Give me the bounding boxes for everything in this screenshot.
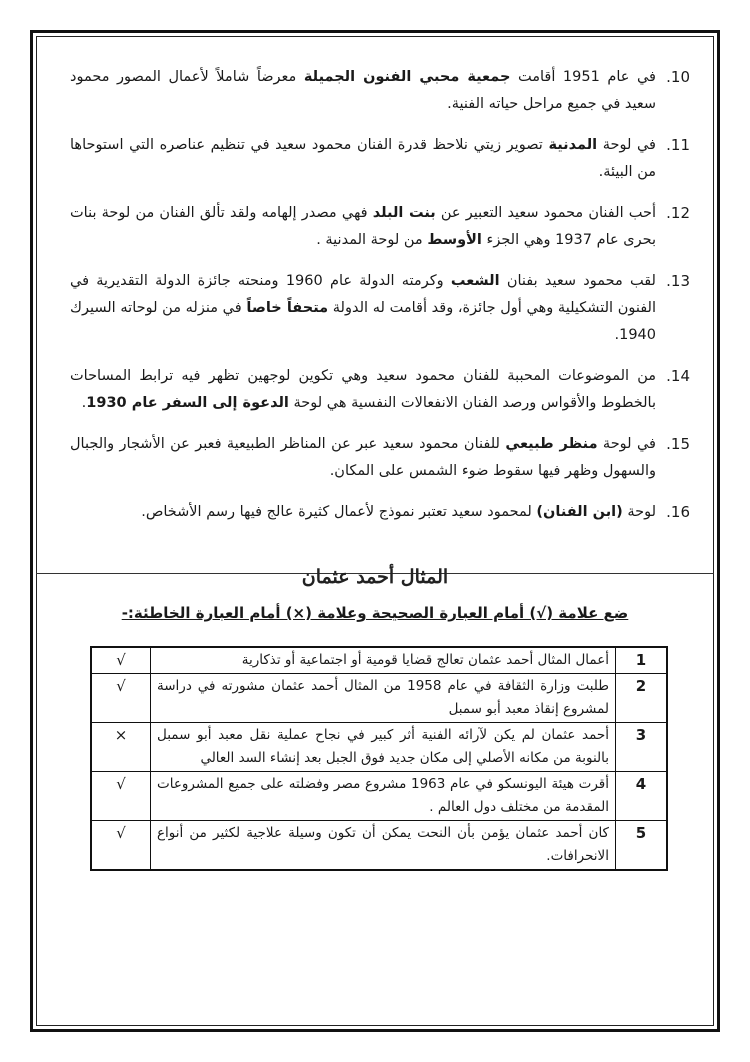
statement-highlight: المدنية [548,137,598,153]
statement-text [70,363,656,417]
statement-fragment: للفنان محمود سعيد عبر عن المناظر الطبيعية فعبر عن الأشجار والجبال والسهول وظهر فيها سقوط ضوء الشمس على المكان. [70,436,656,479]
row-answer-mark: √ [91,647,151,674]
statement-number: 13. [666,272,690,290]
statement-number: 14. [666,367,690,385]
statement-highlight: بنت البلد [372,205,436,221]
statement-highlight: متحفاً خاصاً [246,300,329,316]
row-number: 3 [616,723,668,772]
statement-fragment: في منزله من لوحاته السيرك 1940. [70,300,656,343]
row-statement: كان أحمد عثمان يؤمن بأن النحت يمكن أن تكون وسيلة علاجية لكثير من أنواع الانحرافات. [151,821,616,871]
statement-number: 15. [666,435,690,453]
statement-text [70,499,656,526]
statement-item [70,363,690,417]
statement-number: 16. [666,503,690,521]
statement-number: 11. [666,136,690,154]
statement-highlight: الأوسط [427,232,482,248]
statement-item [70,200,690,254]
statement-fragment: من الموضوعات المحببة للفنان محمود سعيد وهي تكوين لوجهين تظهر فيه ترابط المساحات بالخطوط والأقواس ورصد الفنان الانفعالات النفسية هي لوحة [70,368,656,411]
table-row [91,821,667,871]
statement-fragment: في لوحة [597,137,656,153]
statement-fragment: تصوير زيتي نلاحظ قدرة الفنان محمود سعيد في تنظيم عناصره التي استوحاها من البيئة. [70,137,656,180]
row-answer-mark: √ [91,772,151,821]
statement-fragment: وكرمته الدولة عام 1960 ومنحته جائزة الدولة التقديرية في الفنون التشكيلية وهي أول جائزة، وقد أقامت له الدولة [70,273,656,316]
statement-fragment: أحب الفنان محمود سعيد التعبير عن [435,205,656,221]
statement-text [70,200,656,254]
statement-item [70,268,690,349]
statement-highlight: الشعب [450,273,500,289]
statement-fragment: لوحة [622,504,656,520]
statements-list [70,64,690,540]
statement-highlight: جمعية محبي الفنون الجميلة [303,69,511,85]
row-statement: أقرت هيئة اليونسكو في عام 1963 مشروع مصر وفضلته على جميع المشروعات المقدمة من مختلف دول العالم . [151,772,616,821]
statement-text [70,268,656,349]
statement-text [70,431,656,485]
statement-fragment: فهي مصدر إلهامه ولقد تألق الفنان من لوحة بنات بحرى عام 1937 وهي الجزء [70,205,656,248]
statement-number: 12. [666,204,690,222]
row-statement: أعمال المثال أحمد عثمان تعالج قضايا قومية أو اجتماعية أو تذكارية [151,647,616,674]
statement-fragment: لمحمود سعيد تعتبر نموذج لأعمال كثيرة عالج فيها رسم الأشخاص. [141,504,537,520]
row-statement: أحمد عثمان لم يكن لآرائه الفنية أثر كبير في نجاح عملية نقل معبد أبو سمبل بالنوبة من مكانه الأصلي إلى مكان جديد فوق الجبل بعد إنشاء السد العالي [151,723,616,772]
statement-highlight: منظر طبيعي [505,436,598,452]
row-answer-mark: × [91,723,151,772]
row-number: 4 [616,772,668,821]
statement-item [70,64,690,118]
statement-highlight: الدعوة إلى السفر عام 1930 [86,395,289,411]
statement-highlight: (ابن الفنان) [536,504,623,520]
row-number: 1 [616,647,668,674]
table-row [91,647,667,674]
statement-item [70,431,690,485]
statement-item [70,132,690,186]
statement-text [70,132,656,186]
row-answer-mark: √ [91,674,151,723]
table-row [91,772,667,821]
statement-fragment: من لوحة المدنية . [316,232,428,248]
true-false-table [90,646,668,871]
table-row [91,723,667,772]
statement-fragment: في عام 1951 أقامت [510,69,656,85]
statement-number: 10. [666,68,690,86]
statement-item [70,499,690,526]
table-row [91,674,667,723]
exercise-instruction: ضع علامة (√) أمام العبارة الصحيحة وعلامة (×) أمام العبارة الخاطئة:- [121,604,629,622]
statement-fragment: لقب محمود سعيد بفنان [499,273,656,289]
row-answer-mark: √ [91,821,151,871]
statement-fragment: معرضاً شاملاً لأعمال المصور محمود سعيد في جميع مراحل حياته الفنية. [70,69,656,112]
statement-fragment: في لوحة [597,436,656,452]
statement-text [70,64,656,118]
section-title: المثال أحمد عثمان [301,566,449,588]
row-number: 2 [616,674,668,723]
statement-fragment: . [81,395,87,411]
row-statement: طلبت وزارة الثقافة في عام 1958 من المثال أحمد عثمان مشورته في دراسة لمشروع إنقاذ معبد أبو سمبل [151,674,616,723]
row-number: 5 [616,821,668,871]
